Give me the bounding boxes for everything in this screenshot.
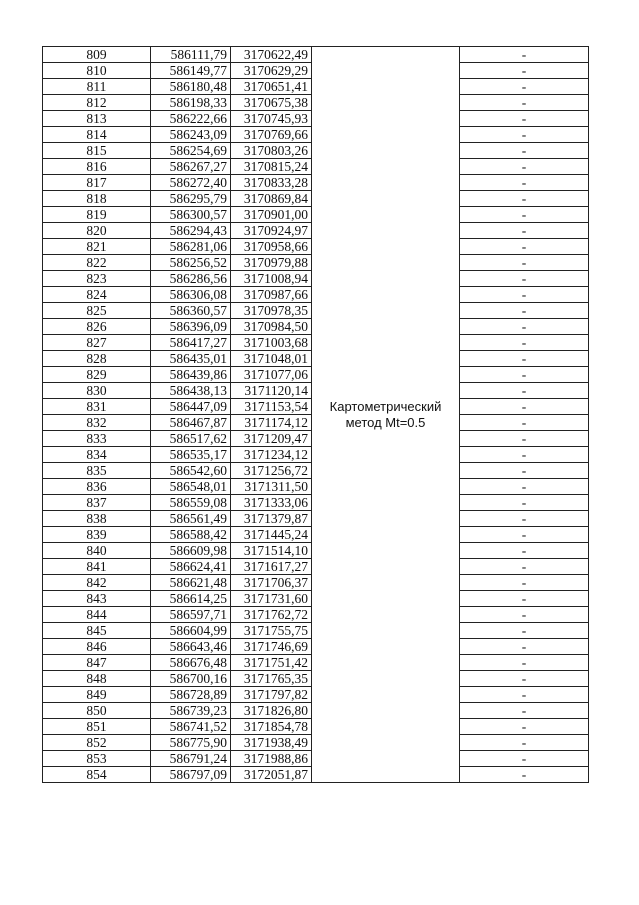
note-cell: - [460, 47, 589, 63]
y-coordinate-cell: 3170979,88 [231, 255, 312, 271]
x-coordinate-cell: 586447,09 [151, 399, 231, 415]
x-coordinate-cell: 586614,25 [151, 591, 231, 607]
x-coordinate-cell: 586198,33 [151, 95, 231, 111]
point-number-cell: 809 [43, 47, 151, 63]
point-number-cell: 829 [43, 367, 151, 383]
coordinates-table-body [43, 47, 589, 783]
note-cell: - [460, 207, 589, 223]
point-number-cell: 837 [43, 495, 151, 511]
y-coordinate-cell: 3171988,86 [231, 751, 312, 767]
point-number-cell: 814 [43, 127, 151, 143]
y-coordinate-cell: 3171826,80 [231, 703, 312, 719]
x-coordinate-cell: 586700,16 [151, 671, 231, 687]
x-coordinate-cell: 586180,48 [151, 79, 231, 95]
note-cell: - [460, 623, 589, 639]
y-coordinate-cell: 3171008,94 [231, 271, 312, 287]
note-cell: - [460, 303, 589, 319]
y-coordinate-cell: 3171751,42 [231, 655, 312, 671]
x-coordinate-cell: 586597,71 [151, 607, 231, 623]
note-cell: - [460, 335, 589, 351]
y-coordinate-cell: 3171755,75 [231, 623, 312, 639]
point-number-cell: 849 [43, 687, 151, 703]
note-cell: - [460, 543, 589, 559]
note-cell: - [460, 559, 589, 575]
x-coordinate-cell: 586588,42 [151, 527, 231, 543]
point-number-cell: 825 [43, 303, 151, 319]
y-coordinate-cell: 3170901,00 [231, 207, 312, 223]
note-cell: - [460, 287, 589, 303]
y-coordinate-cell: 3171762,72 [231, 607, 312, 623]
y-coordinate-cell: 3171617,27 [231, 559, 312, 575]
y-coordinate-cell: 3171048,01 [231, 351, 312, 367]
point-number-cell: 850 [43, 703, 151, 719]
note-cell: - [460, 495, 589, 511]
x-coordinate-cell: 586254,69 [151, 143, 231, 159]
y-coordinate-cell: 3171514,10 [231, 543, 312, 559]
point-number-cell: 842 [43, 575, 151, 591]
note-cell: - [460, 575, 589, 591]
x-coordinate-cell: 586604,99 [151, 623, 231, 639]
point-number-cell: 816 [43, 159, 151, 175]
coordinates-table-container [42, 46, 589, 783]
note-cell: - [460, 399, 589, 415]
x-coordinate-cell: 586643,46 [151, 639, 231, 655]
x-coordinate-cell: 586396,09 [151, 319, 231, 335]
note-cell: - [460, 79, 589, 95]
note-cell: - [460, 639, 589, 655]
y-coordinate-cell: 3170675,38 [231, 95, 312, 111]
y-coordinate-cell: 3170745,93 [231, 111, 312, 127]
x-coordinate-cell: 586561,49 [151, 511, 231, 527]
point-number-cell: 817 [43, 175, 151, 191]
point-number-cell: 824 [43, 287, 151, 303]
note-cell: - [460, 95, 589, 111]
x-coordinate-cell: 586286,56 [151, 271, 231, 287]
note-cell: - [460, 607, 589, 623]
x-coordinate-cell: 586467,87 [151, 415, 231, 431]
note-cell: - [460, 271, 589, 287]
x-coordinate-cell: 586741,52 [151, 719, 231, 735]
note-cell: - [460, 735, 589, 751]
x-coordinate-cell: 586728,89 [151, 687, 231, 703]
note-cell: - [460, 319, 589, 335]
note-cell: - [460, 223, 589, 239]
method-label-line1: Картометрический [329, 398, 442, 414]
x-coordinate-cell: 586676,48 [151, 655, 231, 671]
point-number-cell: 827 [43, 335, 151, 351]
point-number-cell: 841 [43, 559, 151, 575]
point-number-cell: 852 [43, 735, 151, 751]
y-coordinate-cell: 3170987,66 [231, 287, 312, 303]
point-number-cell: 847 [43, 655, 151, 671]
y-coordinate-cell: 3171311,50 [231, 479, 312, 495]
y-coordinate-cell: 3170815,24 [231, 159, 312, 175]
y-coordinate-cell: 3171174,12 [231, 415, 312, 431]
note-cell: - [460, 671, 589, 687]
point-number-cell: 836 [43, 479, 151, 495]
note-cell: - [460, 703, 589, 719]
point-number-cell: 819 [43, 207, 151, 223]
note-cell: - [460, 351, 589, 367]
point-number-cell: 848 [43, 671, 151, 687]
point-number-cell: 854 [43, 767, 151, 783]
x-coordinate-cell: 586272,40 [151, 175, 231, 191]
y-coordinate-cell: 3170978,35 [231, 303, 312, 319]
method-cell [312, 47, 460, 783]
point-number-cell: 820 [43, 223, 151, 239]
x-coordinate-cell: 586439,86 [151, 367, 231, 383]
x-coordinate-cell: 586417,27 [151, 335, 231, 351]
point-number-cell: 853 [43, 751, 151, 767]
point-number-cell: 832 [43, 415, 151, 431]
note-cell: - [460, 143, 589, 159]
y-coordinate-cell: 3171706,37 [231, 575, 312, 591]
y-coordinate-cell: 3171731,60 [231, 591, 312, 607]
y-coordinate-cell: 3171209,47 [231, 431, 312, 447]
y-coordinate-cell: 3171854,78 [231, 719, 312, 735]
point-number-cell: 851 [43, 719, 151, 735]
y-coordinate-cell: 3170833,28 [231, 175, 312, 191]
y-coordinate-cell: 3172051,87 [231, 767, 312, 783]
y-coordinate-cell: 3171153,54 [231, 399, 312, 415]
point-number-cell: 812 [43, 95, 151, 111]
x-coordinate-cell: 586222,66 [151, 111, 231, 127]
point-number-cell: 821 [43, 239, 151, 255]
y-coordinate-cell: 3171938,49 [231, 735, 312, 751]
note-cell: - [460, 239, 589, 255]
point-number-cell: 831 [43, 399, 151, 415]
x-coordinate-cell: 586438,13 [151, 383, 231, 399]
point-number-cell: 834 [43, 447, 151, 463]
y-coordinate-cell: 3171746,69 [231, 639, 312, 655]
x-coordinate-cell: 586360,57 [151, 303, 231, 319]
point-number-cell: 840 [43, 543, 151, 559]
x-coordinate-cell: 586256,52 [151, 255, 231, 271]
note-cell: - [460, 511, 589, 527]
y-coordinate-cell: 3171234,12 [231, 447, 312, 463]
y-coordinate-cell: 3170924,97 [231, 223, 312, 239]
point-number-cell: 815 [43, 143, 151, 159]
y-coordinate-cell: 3171003,68 [231, 335, 312, 351]
y-coordinate-cell: 3171256,72 [231, 463, 312, 479]
point-number-cell: 811 [43, 79, 151, 95]
y-coordinate-cell: 3171120,14 [231, 383, 312, 399]
note-cell: - [460, 751, 589, 767]
note-cell: - [460, 191, 589, 207]
y-coordinate-cell: 3170803,26 [231, 143, 312, 159]
point-number-cell: 839 [43, 527, 151, 543]
x-coordinate-cell: 586281,06 [151, 239, 231, 255]
x-coordinate-cell: 586111,79 [151, 47, 231, 63]
y-coordinate-cell: 3171333,06 [231, 495, 312, 511]
note-cell: - [460, 591, 589, 607]
y-coordinate-cell: 3170629,29 [231, 63, 312, 79]
x-coordinate-cell: 586535,17 [151, 447, 231, 463]
note-cell: - [460, 719, 589, 735]
point-number-cell: 823 [43, 271, 151, 287]
x-coordinate-cell: 586517,62 [151, 431, 231, 447]
note-cell: - [460, 479, 589, 495]
note-cell: - [460, 463, 589, 479]
table-row [43, 47, 589, 63]
x-coordinate-cell: 586267,27 [151, 159, 231, 175]
note-cell: - [460, 447, 589, 463]
y-coordinate-cell: 3170622,49 [231, 47, 312, 63]
note-cell: - [460, 527, 589, 543]
note-cell: - [460, 255, 589, 271]
point-number-cell: 833 [43, 431, 151, 447]
point-number-cell: 844 [43, 607, 151, 623]
x-coordinate-cell: 586739,23 [151, 703, 231, 719]
note-cell: - [460, 127, 589, 143]
note-cell: - [460, 63, 589, 79]
note-cell: - [460, 159, 589, 175]
y-coordinate-cell: 3170869,84 [231, 191, 312, 207]
x-coordinate-cell: 586300,57 [151, 207, 231, 223]
coordinates-table [42, 46, 589, 783]
point-number-cell: 826 [43, 319, 151, 335]
y-coordinate-cell: 3170651,41 [231, 79, 312, 95]
note-cell: - [460, 655, 589, 671]
point-number-cell: 843 [43, 591, 151, 607]
note-cell: - [460, 111, 589, 127]
x-coordinate-cell: 586295,79 [151, 191, 231, 207]
y-coordinate-cell: 3171445,24 [231, 527, 312, 543]
y-coordinate-cell: 3171077,06 [231, 367, 312, 383]
x-coordinate-cell: 586791,24 [151, 751, 231, 767]
x-coordinate-cell: 586775,90 [151, 735, 231, 751]
point-number-cell: 846 [43, 639, 151, 655]
x-coordinate-cell: 586542,60 [151, 463, 231, 479]
y-coordinate-cell: 3170769,66 [231, 127, 312, 143]
x-coordinate-cell: 586435,01 [151, 351, 231, 367]
point-number-cell: 835 [43, 463, 151, 479]
method-label-line2: метод Mt=0.5 [345, 414, 426, 430]
y-coordinate-cell: 3171765,35 [231, 671, 312, 687]
x-coordinate-cell: 586624,41 [151, 559, 231, 575]
note-cell: - [460, 367, 589, 383]
y-coordinate-cell: 3170984,50 [231, 319, 312, 335]
note-cell: - [460, 383, 589, 399]
x-coordinate-cell: 586621,48 [151, 575, 231, 591]
point-number-cell: 813 [43, 111, 151, 127]
point-number-cell: 838 [43, 511, 151, 527]
x-coordinate-cell: 586548,01 [151, 479, 231, 495]
point-number-cell: 828 [43, 351, 151, 367]
x-coordinate-cell: 586797,09 [151, 767, 231, 783]
y-coordinate-cell: 3171379,87 [231, 511, 312, 527]
note-cell: - [460, 175, 589, 191]
x-coordinate-cell: 586609,98 [151, 543, 231, 559]
point-number-cell: 845 [43, 623, 151, 639]
note-cell: - [460, 767, 589, 783]
x-coordinate-cell: 586149,77 [151, 63, 231, 79]
point-number-cell: 822 [43, 255, 151, 271]
point-number-cell: 830 [43, 383, 151, 399]
note-cell: - [460, 415, 589, 431]
point-number-cell: 810 [43, 63, 151, 79]
y-coordinate-cell: 3171797,82 [231, 687, 312, 703]
note-cell: - [460, 431, 589, 447]
x-coordinate-cell: 586243,09 [151, 127, 231, 143]
point-number-cell: 818 [43, 191, 151, 207]
x-coordinate-cell: 586294,43 [151, 223, 231, 239]
x-coordinate-cell: 586559,08 [151, 495, 231, 511]
x-coordinate-cell: 586306,08 [151, 287, 231, 303]
y-coordinate-cell: 3170958,66 [231, 239, 312, 255]
note-cell: - [460, 687, 589, 703]
